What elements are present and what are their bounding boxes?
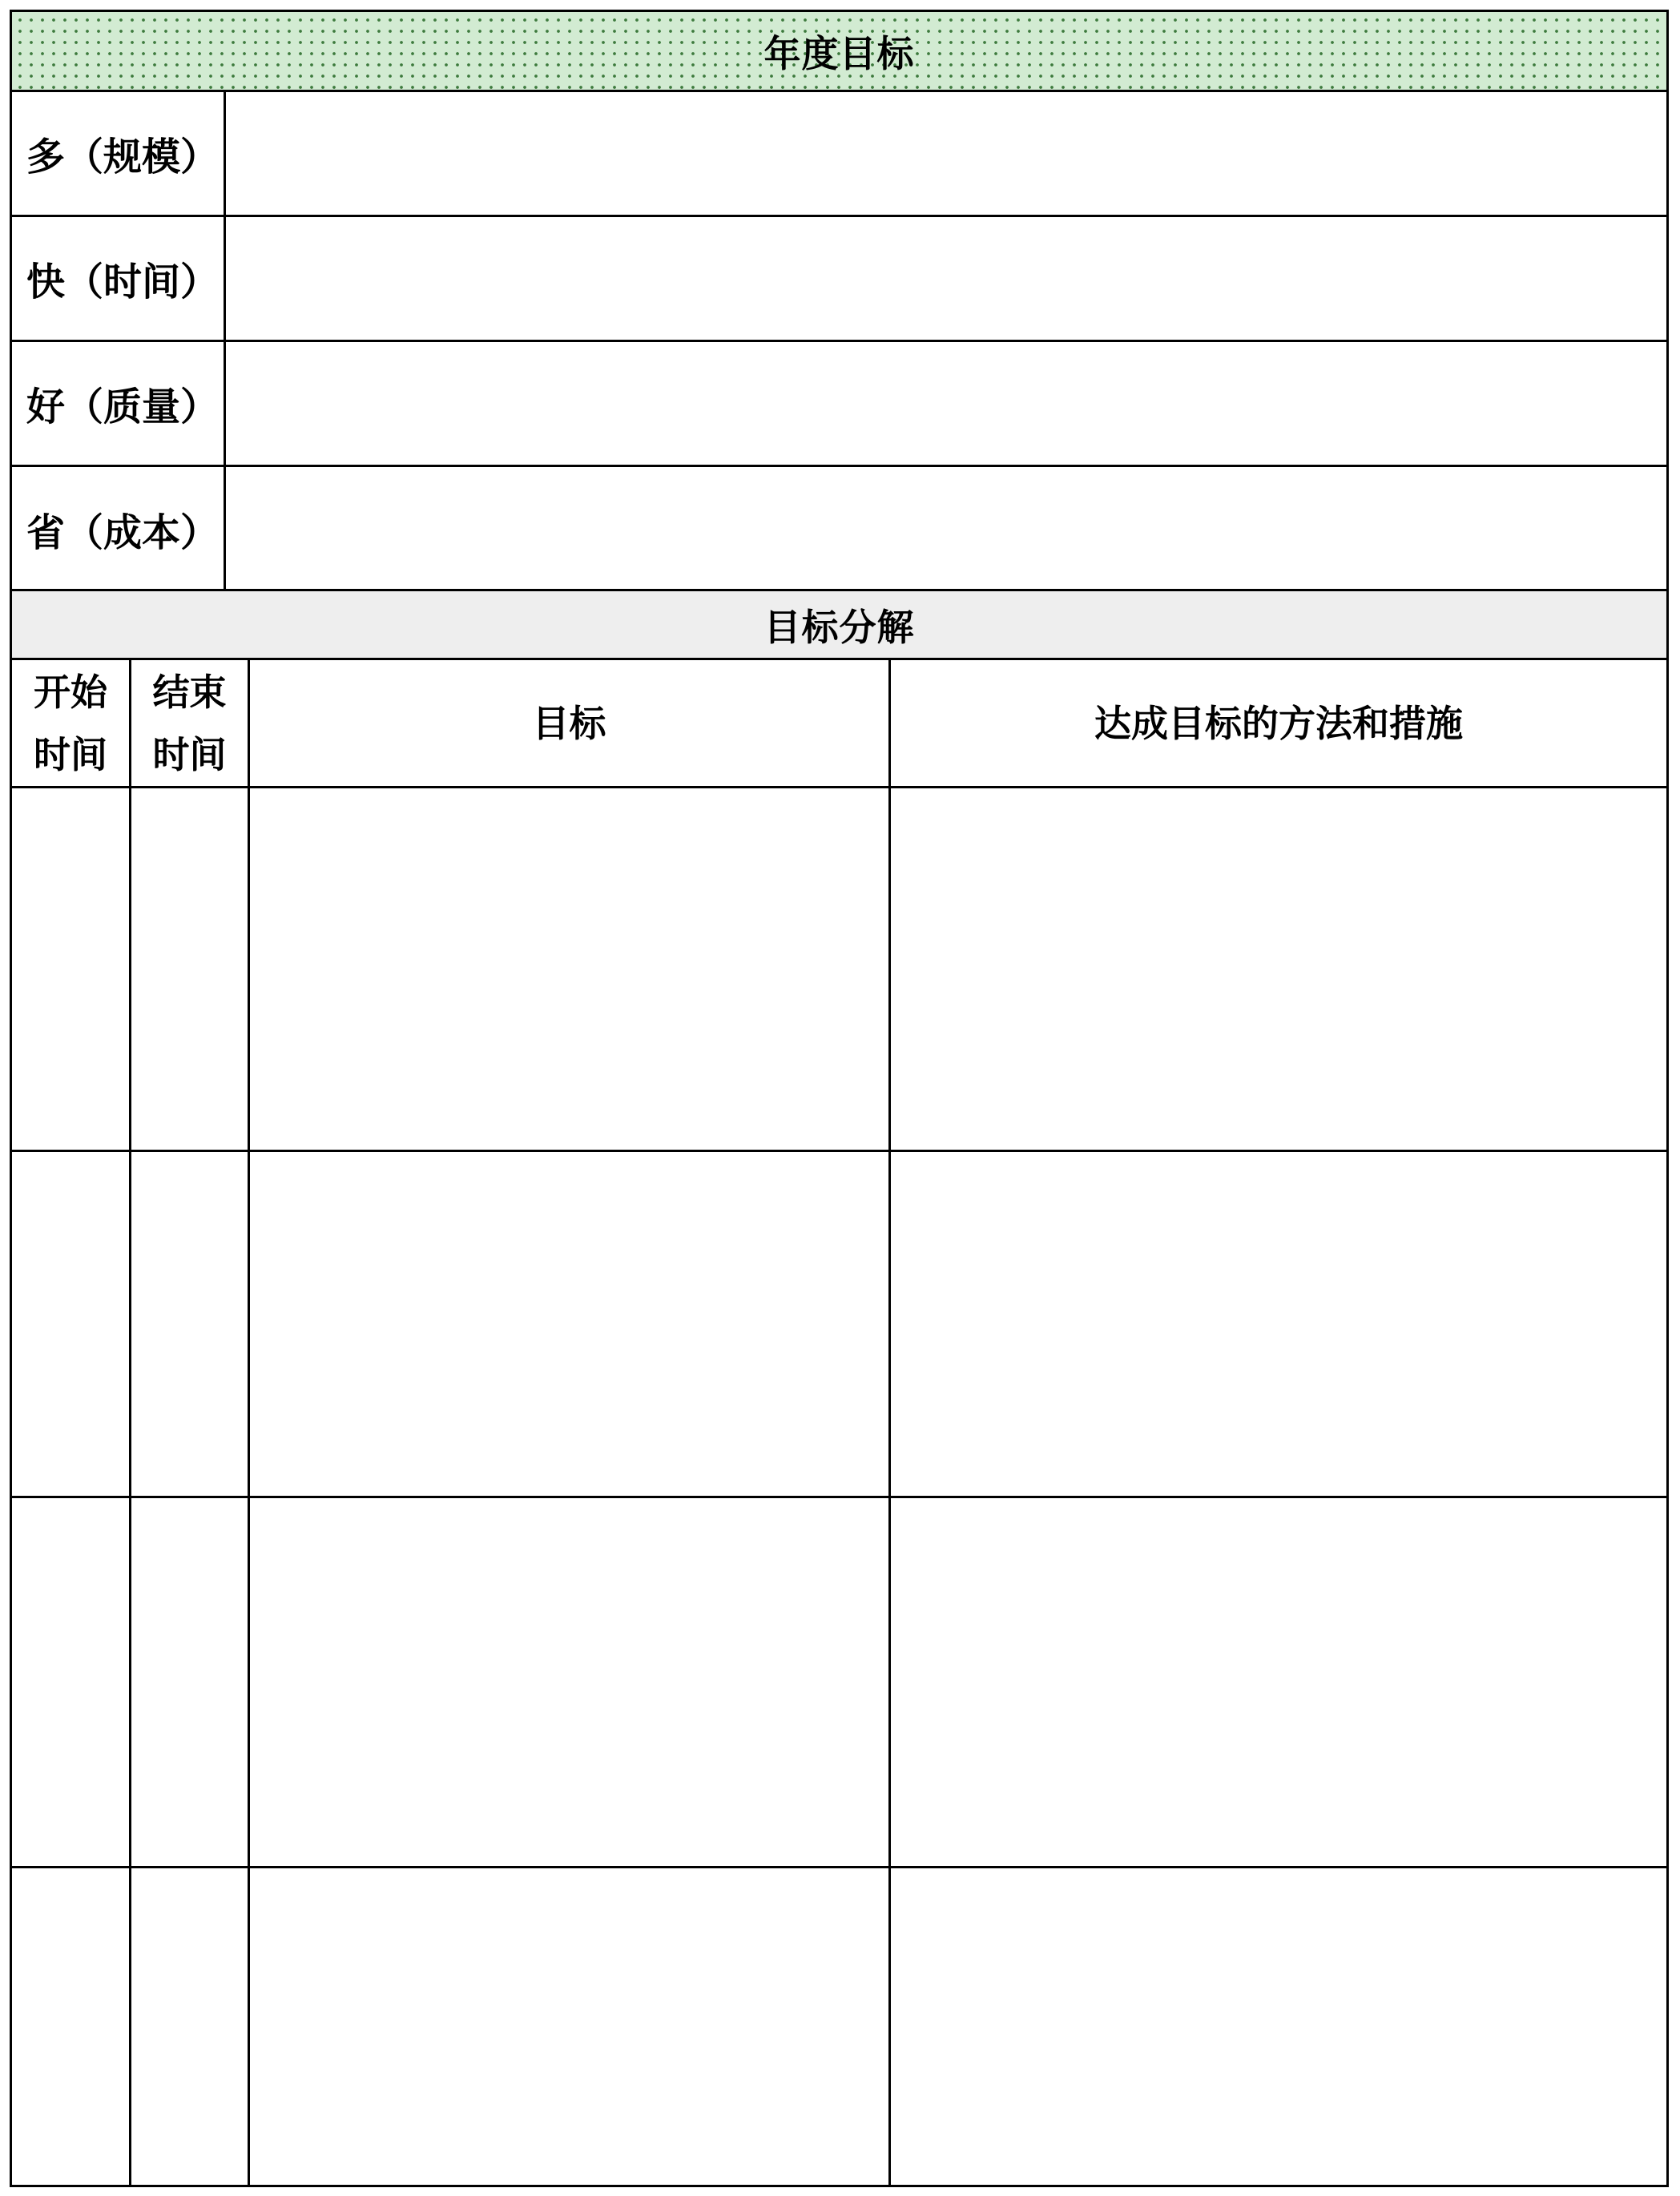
column-header-methods: 达成目标的方法和措施 — [1094, 701, 1463, 745]
breakdown-cell-goal[interactable] — [250, 1152, 888, 1496]
breakdown-cell-methods[interactable] — [891, 1498, 1666, 1866]
goal-row-label-scale: 多（规模） — [26, 135, 220, 179]
breakdown-cell-end[interactable] — [131, 1868, 248, 2185]
annual-goal-header — [12, 12, 1666, 90]
breakdown-cell-methods[interactable] — [891, 788, 1666, 1150]
breakdown-cell-goal[interactable] — [250, 788, 888, 1150]
column-header-end-line2: 时间 — [152, 732, 227, 776]
divider — [224, 90, 226, 591]
breakdown-cell-goal[interactable] — [250, 1868, 888, 2185]
annual-goal-title: 年度目标 — [763, 31, 915, 75]
column-header-start-line2: 时间 — [34, 732, 107, 776]
goal-row-value-time[interactable] — [226, 217, 1666, 340]
goal-planning-sheet — [10, 10, 1669, 2187]
goal-row-label-time: 快（时间） — [26, 260, 220, 304]
divider — [129, 658, 131, 2185]
column-header-end-time — [131, 660, 248, 786]
column-header-start-time — [12, 660, 129, 786]
breakdown-cell-end[interactable] — [131, 1498, 248, 1866]
column-header-end-line1: 结束 — [152, 670, 227, 714]
breakdown-cell-methods[interactable] — [891, 1868, 1666, 2185]
breakdown-cell-start[interactable] — [12, 788, 129, 1150]
breakdown-cell-goal[interactable] — [250, 1498, 888, 1866]
breakdown-cell-start[interactable] — [12, 1868, 129, 2185]
breakdown-cell-end[interactable] — [131, 788, 248, 1150]
column-header-start-line1: 开始 — [34, 670, 107, 714]
goal-row-label-quality: 好（质量） — [26, 385, 220, 429]
column-header-goal: 目标 — [532, 701, 606, 745]
breakdown-cell-methods[interactable] — [891, 1152, 1666, 1496]
divider — [248, 658, 250, 2185]
goal-row-value-scale[interactable] — [226, 92, 1666, 215]
goal-row-value-quality[interactable] — [226, 342, 1666, 465]
goal-row-label-cost: 省（成本） — [26, 510, 220, 555]
divider — [888, 658, 891, 2185]
breakdown-cell-start[interactable] — [12, 1152, 129, 1496]
goal-row-value-cost[interactable] — [226, 467, 1666, 591]
breakdown-cell-end[interactable] — [131, 1152, 248, 1496]
breakdown-header — [12, 591, 1666, 658]
breakdown-cell-start[interactable] — [12, 1498, 129, 1866]
breakdown-title: 目标分解 — [763, 605, 915, 649]
